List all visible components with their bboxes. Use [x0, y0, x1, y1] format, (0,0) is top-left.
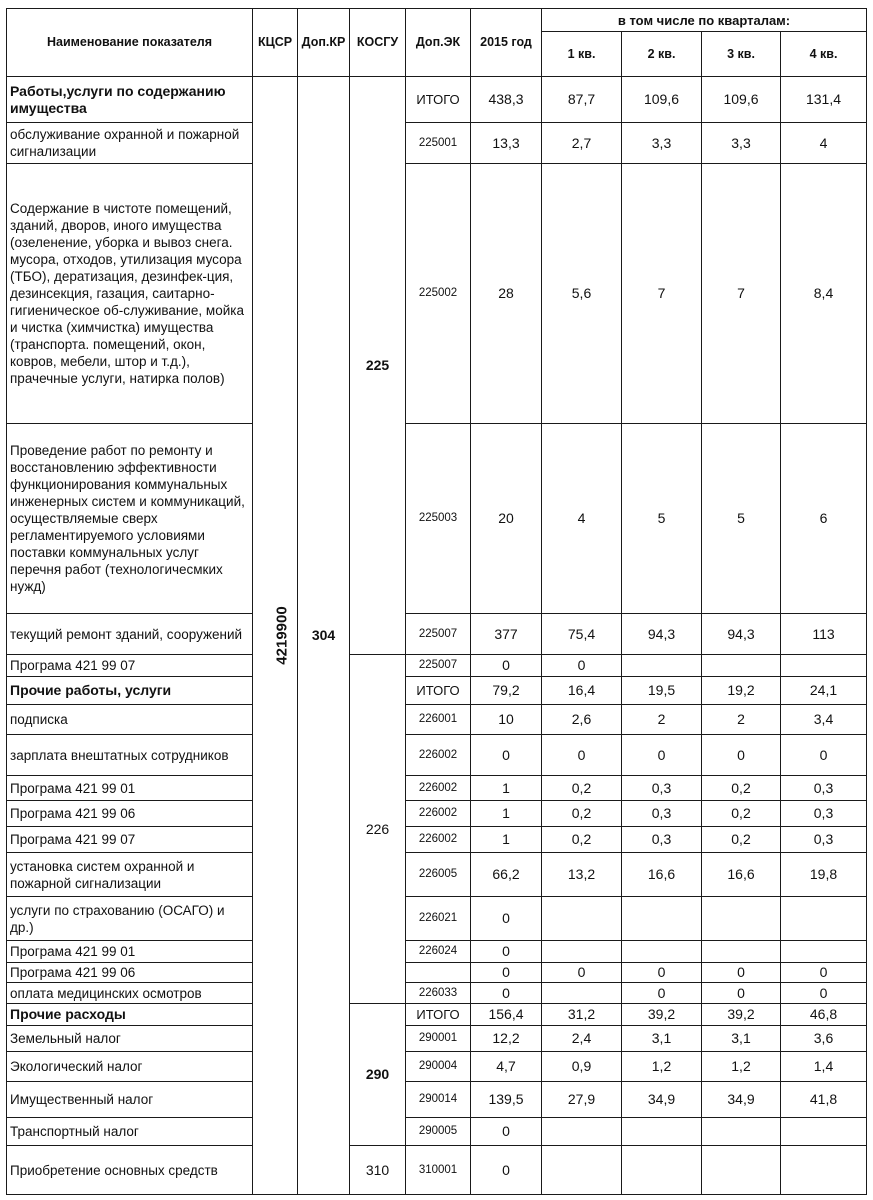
header-kcsr: КЦСР	[253, 9, 298, 77]
table-row	[7, 827, 867, 853]
row-year: 1	[471, 776, 542, 801]
row-q2: 2	[622, 705, 702, 735]
header-kosgu: КОСГУ	[350, 9, 406, 77]
row-year: 10	[471, 705, 542, 735]
row-q3: 7	[702, 164, 781, 424]
kcsr-value: 4219900	[273, 606, 291, 665]
row-q4: 4	[781, 123, 867, 164]
row-q2: 34,9	[622, 1082, 702, 1118]
row-q4: 0	[781, 983, 867, 1004]
row-q3	[702, 941, 781, 963]
kosgu-226-cell: 226	[350, 655, 406, 1004]
row-q2: 0	[622, 983, 702, 1004]
row-year: 156,4	[471, 1004, 542, 1026]
table-row	[7, 941, 867, 963]
row-name: Проведение работ по ремонту и восстановлению эффективности функционирования коммунальных инженерных систем и коммуникаций, осуществляемые сверх регламентируемого условиями поставки коммунальных услуг перечня работ (технологичесмких нужд)	[7, 424, 253, 614]
row-code: 226002	[406, 801, 471, 827]
row-year: 79,2	[471, 677, 542, 705]
row-year: 28	[471, 164, 542, 424]
row-name: текущий ремонт зданий, сооружений	[7, 614, 253, 655]
row-name: Приобретение основных средств	[7, 1146, 253, 1195]
row-q4	[781, 1146, 867, 1195]
row-q4: 41,8	[781, 1082, 867, 1118]
row-q1: 0,2	[542, 776, 622, 801]
table-row	[7, 897, 867, 941]
row-name: Програма 421 99 06	[7, 801, 253, 827]
kosgu-290-cell: 290	[350, 1004, 406, 1146]
row-year: 0	[471, 963, 542, 983]
row-q3: 0,2	[702, 827, 781, 853]
row-name: Програма 421 99 01	[7, 776, 253, 801]
row-q2: 94,3	[622, 614, 702, 655]
row-q4: 19,8	[781, 853, 867, 897]
table-row	[7, 801, 867, 827]
row-q2: 0,3	[622, 776, 702, 801]
row-q3: 94,3	[702, 614, 781, 655]
row-q3: 34,9	[702, 1082, 781, 1118]
row-name: Прочие работы, услуги	[7, 677, 253, 705]
row-q2: 0	[622, 963, 702, 983]
row-name: Програма 421 99 07	[7, 827, 253, 853]
row-q3: 5	[702, 424, 781, 614]
row-q1	[542, 1146, 622, 1195]
row-q1: 0,2	[542, 827, 622, 853]
row-name: Работы,услуги по содержанию имущества	[7, 77, 253, 123]
row-q2	[622, 897, 702, 941]
row-name: Имущественный налог	[7, 1082, 253, 1118]
row-code: 226024	[406, 941, 471, 963]
table-row	[7, 164, 867, 424]
row-year: 0	[471, 983, 542, 1004]
row-q2: 19,5	[622, 677, 702, 705]
row-q2: 3,3	[622, 123, 702, 164]
row-q2: 1,2	[622, 1052, 702, 1082]
row-code: 225007	[406, 655, 471, 677]
row-q2: 0,3	[622, 827, 702, 853]
row-q2: 109,6	[622, 77, 702, 123]
row-q3: 109,6	[702, 77, 781, 123]
table-row	[7, 776, 867, 801]
row-year: 1	[471, 801, 542, 827]
row-year: 13,3	[471, 123, 542, 164]
row-q1: 2,6	[542, 705, 622, 735]
table-row	[7, 655, 867, 677]
row-year: 438,3	[471, 77, 542, 123]
header-dopek: Доп.ЭК	[406, 9, 471, 77]
budget-table	[6, 8, 867, 1195]
table-row	[7, 1052, 867, 1082]
row-year: 12,2	[471, 1026, 542, 1052]
row-q4: 1,4	[781, 1052, 867, 1082]
row-q2: 0	[622, 735, 702, 776]
row-q2	[622, 655, 702, 677]
row-q3	[702, 655, 781, 677]
row-q1: 0,9	[542, 1052, 622, 1082]
row-name: Земельный налог	[7, 1026, 253, 1052]
kcsr-cell	[253, 77, 298, 1195]
row-q1: 75,4	[542, 614, 622, 655]
row-q1: 4	[542, 424, 622, 614]
row-q4: 131,4	[781, 77, 867, 123]
table-row	[7, 735, 867, 776]
row-code: 226021	[406, 897, 471, 941]
table-row	[7, 677, 867, 705]
row-q4	[781, 1118, 867, 1146]
row-q2: 3,1	[622, 1026, 702, 1052]
table-row	[7, 1082, 867, 1118]
row-year: 0	[471, 1146, 542, 1195]
table-row	[7, 77, 867, 123]
row-q4: 0	[781, 735, 867, 776]
row-q4	[781, 655, 867, 677]
row-q2: 7	[622, 164, 702, 424]
row-code: 225002	[406, 164, 471, 424]
header-q2: 2 кв.	[622, 32, 702, 77]
row-q2: 5	[622, 424, 702, 614]
row-name: Экологический налог	[7, 1052, 253, 1082]
row-name: Прочие расходы	[7, 1004, 253, 1026]
row-q3: 19,2	[702, 677, 781, 705]
row-code: 290014	[406, 1082, 471, 1118]
row-q3	[702, 1146, 781, 1195]
row-q4: 6	[781, 424, 867, 614]
row-q4: 8,4	[781, 164, 867, 424]
row-code: 226001	[406, 705, 471, 735]
row-name: зарплата внештатных сотрудников	[7, 735, 253, 776]
row-q4: 46,8	[781, 1004, 867, 1026]
kosgu-310-cell: 310	[350, 1146, 406, 1195]
row-q2	[622, 1118, 702, 1146]
row-q1	[542, 1118, 622, 1146]
row-q1	[542, 897, 622, 941]
row-q2: 0,3	[622, 801, 702, 827]
table-row	[7, 1118, 867, 1146]
row-year: 0	[471, 941, 542, 963]
row-year: 1	[471, 827, 542, 853]
header-name: Наименование показателя	[7, 9, 253, 77]
row-year: 139,5	[471, 1082, 542, 1118]
row-q3: 0	[702, 735, 781, 776]
budget-table-sheet	[6, 8, 866, 1196]
row-q1	[542, 941, 622, 963]
table-row	[7, 963, 867, 983]
row-code: 290001	[406, 1026, 471, 1052]
row-q4: 113	[781, 614, 867, 655]
row-q1: 0	[542, 655, 622, 677]
row-q2: 39,2	[622, 1004, 702, 1026]
row-code: 290004	[406, 1052, 471, 1082]
row-q1: 31,2	[542, 1004, 622, 1026]
row-code: 310001	[406, 1146, 471, 1195]
table-row	[7, 614, 867, 655]
row-code: 225003	[406, 424, 471, 614]
row-q1: 0	[542, 735, 622, 776]
row-q1: 0,2	[542, 801, 622, 827]
row-year: 0	[471, 897, 542, 941]
header-quarters-group: в том числе по кварталам:	[542, 9, 867, 32]
row-code	[406, 963, 471, 983]
row-name: Програма 421 99 01	[7, 941, 253, 963]
table-row	[7, 123, 867, 164]
header-q1: 1 кв.	[542, 32, 622, 77]
row-q3: 2	[702, 705, 781, 735]
row-q3	[702, 897, 781, 941]
table-row	[7, 705, 867, 735]
row-q1: 0	[542, 963, 622, 983]
row-name: Содержание в чистоте помещений, зданий, дворов, иного имущества (озеленение, уборка и вывоз снега. мусора, отходов, утилизация мусора (ТБО), дератизация, дезинфек-ция, дезинсекция, газация, саитарно-гигиеническое об-служивание, мойка и чистка (химчистка) имущества (транспорта. помещений, окон, ковров, мебели, штор и т.д.), прачечные услуги, натирка полов)	[7, 164, 253, 424]
table-row	[7, 424, 867, 614]
row-name: подписка	[7, 705, 253, 735]
row-q1: 5,6	[542, 164, 622, 424]
row-year: 0	[471, 1118, 542, 1146]
header-q3: 3 кв.	[702, 32, 781, 77]
row-q4: 3,6	[781, 1026, 867, 1052]
row-q4	[781, 941, 867, 963]
row-q3: 1,2	[702, 1052, 781, 1082]
row-q3: 39,2	[702, 1004, 781, 1026]
row-q1	[542, 983, 622, 1004]
row-q4: 24,1	[781, 677, 867, 705]
row-code: ИТОГО	[406, 77, 471, 123]
row-code: 225007	[406, 614, 471, 655]
table-row	[7, 1026, 867, 1052]
row-q3: 0	[702, 963, 781, 983]
row-name: услуги по страхованию (ОСАГО) и др.)	[7, 897, 253, 941]
row-code: 226002	[406, 735, 471, 776]
row-code: 225001	[406, 123, 471, 164]
row-q3: 3,3	[702, 123, 781, 164]
row-code: 226002	[406, 776, 471, 801]
row-code: 226002	[406, 827, 471, 853]
row-q1: 16,4	[542, 677, 622, 705]
row-q3: 0	[702, 983, 781, 1004]
row-q2	[622, 941, 702, 963]
row-q2: 16,6	[622, 853, 702, 897]
row-q3: 0,2	[702, 776, 781, 801]
row-q4	[781, 897, 867, 941]
row-name: Програма 421 99 07	[7, 655, 253, 677]
row-q3: 16,6	[702, 853, 781, 897]
table-row	[7, 983, 867, 1004]
row-q1: 2,7	[542, 123, 622, 164]
header-dopkr: Доп.КР	[298, 9, 350, 77]
row-year: 0	[471, 655, 542, 677]
row-q1: 2,4	[542, 1026, 622, 1052]
dopkr-cell: 304	[298, 77, 350, 1195]
row-q4: 3,4	[781, 705, 867, 735]
row-q2	[622, 1146, 702, 1195]
table-row	[7, 853, 867, 897]
row-code: ИТОГО	[406, 677, 471, 705]
row-year: 20	[471, 424, 542, 614]
row-code: 226005	[406, 853, 471, 897]
row-q4: 0,3	[781, 776, 867, 801]
row-year: 66,2	[471, 853, 542, 897]
row-name: обслуживание охранной и пожарной сигнализации	[7, 123, 253, 164]
row-name: установка систем охранной и пожарной сигнализации	[7, 853, 253, 897]
row-name: Програма 421 99 06	[7, 963, 253, 983]
row-code: ИТОГО	[406, 1004, 471, 1026]
row-year: 4,7	[471, 1052, 542, 1082]
row-q3: 3,1	[702, 1026, 781, 1052]
row-q4: 0,3	[781, 801, 867, 827]
row-year: 377	[471, 614, 542, 655]
row-q4: 0	[781, 963, 867, 983]
row-name: Транспортный налог	[7, 1118, 253, 1146]
header-q4: 4 кв.	[781, 32, 867, 77]
row-q3: 0,2	[702, 801, 781, 827]
row-q1: 13,2	[542, 853, 622, 897]
row-year: 0	[471, 735, 542, 776]
row-q4: 0,3	[781, 827, 867, 853]
row-q1: 87,7	[542, 77, 622, 123]
row-code: 290005	[406, 1118, 471, 1146]
table-row	[7, 1146, 867, 1195]
row-code: 226033	[406, 983, 471, 1004]
row-q3	[702, 1118, 781, 1146]
header-year: 2015 год	[471, 9, 542, 77]
table-row	[7, 1004, 867, 1026]
row-q1: 27,9	[542, 1082, 622, 1118]
kosgu-225-cell: 225	[350, 77, 406, 655]
row-name: оплата медицинских осмотров	[7, 983, 253, 1004]
